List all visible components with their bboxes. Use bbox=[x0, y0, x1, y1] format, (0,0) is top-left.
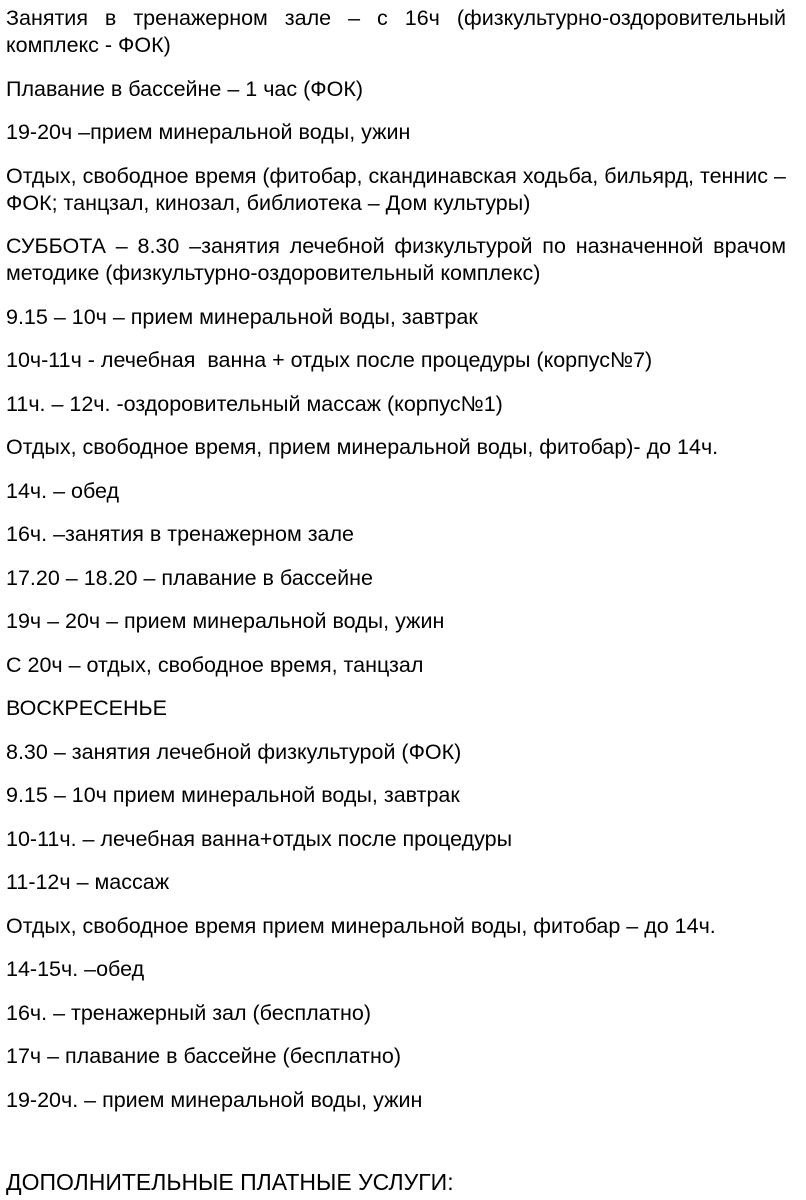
paragraph: 11-12ч – массаж bbox=[6, 870, 170, 894]
paragraph: 10ч-11ч - лечебная ванна + отдых после процедуры (корпус№7) bbox=[6, 348, 653, 372]
paragraph: Отдых, свободное время (фитобар, скандинавская ходьба, бильярд, теннис – ФОК; танцзал, кинозал, библиотека – Дом культуры) bbox=[6, 163, 786, 215]
paragraph: 9.15 – 10ч – прием минеральной воды, завтрак bbox=[6, 304, 478, 329]
paragraph: Плавание в бассейне – 1 час (ФОК) bbox=[6, 76, 364, 101]
paragraph: СУББОТА – 8.30 –занятия лечебной физкультурой по назначенной врачом методике (физкультурно-оздоровительный комплекс) bbox=[6, 234, 786, 285]
paragraph: 16ч. – тренажерный зал (бесплатно) bbox=[6, 1000, 371, 1025]
paragraph: 9.15 – 10ч прием минеральной воды, завтрак bbox=[6, 783, 460, 807]
paragraph: 14-15ч. –обед bbox=[6, 957, 145, 981]
paragraph: 8.30 – занятия лечебной физкультурой (ФОК) bbox=[6, 739, 462, 764]
paragraph: 19-20ч. – прием минеральной воды, ужин bbox=[6, 1087, 423, 1112]
paragraph: ВОСКРЕСЕНЬЕ bbox=[6, 696, 167, 720]
paragraph: Занятия в тренажерном зале – с 16ч (физкультурно-оздоровительный комплекс - ФОК) bbox=[6, 6, 786, 57]
paragraph: 14ч. – обед bbox=[6, 478, 120, 503]
paragraph: С 20ч – отдых, свободное время, танцзал bbox=[6, 652, 424, 677]
paragraph: 19ч – 20ч – прием минеральной воды, ужин bbox=[6, 609, 445, 633]
paragraph: 19-20ч –прием минеральной воды, ужин bbox=[6, 120, 411, 144]
paragraph: 16ч. –занятия в тренажерном зале bbox=[6, 522, 355, 546]
paragraph: Отдых, свободное время, прием минеральной воды, фитобар)- до 14ч. bbox=[6, 435, 719, 459]
section-heading: ДОПОЛНИТЕЛЬНЫЕ ПЛАТНЫЕ УСЛУГИ: bbox=[6, 1168, 454, 1195]
paragraph: 17.20 – 18.20 – плавание в бассейне bbox=[6, 565, 373, 590]
paragraph: Отдых, свободное время прием минеральной воды, фитобар – до 14ч. bbox=[6, 913, 716, 938]
paragraph: 11ч. – 12ч. -оздоровительный массаж (корпус№1) bbox=[6, 391, 503, 416]
document-body bbox=[6, 5, 786, 1197]
paragraph: 17ч – плавание в бассейне (бесплатно) bbox=[6, 1044, 402, 1068]
paragraph: 10-11ч. – лечебная ванна+отдых после процедуры bbox=[6, 826, 513, 851]
